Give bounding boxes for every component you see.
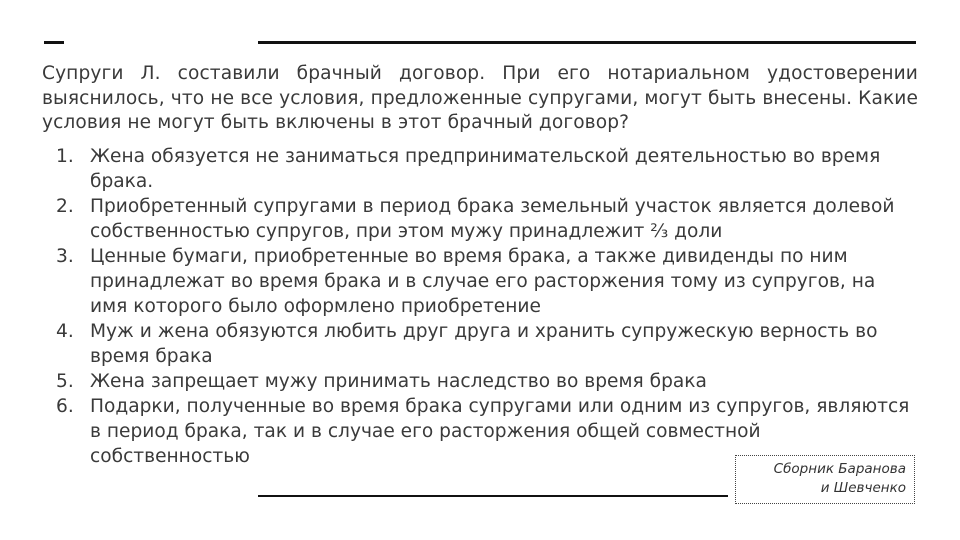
source-line-2: и Шевченко — [820, 480, 906, 496]
option-number: 6. — [56, 396, 74, 417]
option-text: Ценные бумаги, приобретенные во время брака, а также дивиденды по ним принадлежат во время брака и в случае его расторжения тому из супругов, на имя которого было оформлено приобретение — [90, 246, 876, 317]
option-number: 3. — [56, 246, 74, 267]
option-text: Приобретенный супругами в период брака земельный участок является долевой собственностью супругов, при этом мужу принадлежит ⅔ доли — [90, 196, 895, 242]
option-item-1 — [46, 144, 918, 194]
top-rule — [258, 41, 916, 44]
option-text: Подарки, полученные во время брака супругами или одним из супругов, являются в период брака, так и в случае его расторжения общей совместной собственностью — [90, 396, 910, 467]
option-number: 2. — [56, 196, 74, 217]
option-number: 5. — [56, 371, 74, 392]
option-item-4 — [46, 319, 918, 369]
source-citation — [735, 455, 915, 504]
option-item-3 — [46, 244, 918, 319]
option-item-5 — [46, 369, 918, 394]
bottom-rule — [258, 495, 728, 497]
option-text: Жена обязуется не заниматься предпринимательской деятельностью во время брака. — [90, 146, 881, 192]
option-number: 4. — [56, 321, 74, 342]
option-number: 1. — [56, 146, 74, 167]
answer-options-list — [46, 144, 918, 469]
option-text: Муж и жена обязуются любить друг друга и хранить супружескую верность во время брака — [90, 321, 878, 367]
source-line-1: Сборник Баранова — [773, 461, 906, 477]
option-text: Жена запрещает мужу принимать наследство во время брака — [90, 371, 707, 392]
top-left-dash — [44, 41, 64, 44]
task-intro: Супруги Л. составили брачный договор. При его нотариальном удостоверении выяснилось, что не все условия, предложенные супругами, могут быть внесены. Какие условия не могут быть включены в этот брачный договор? — [42, 63, 918, 133]
option-item-2 — [46, 194, 918, 244]
